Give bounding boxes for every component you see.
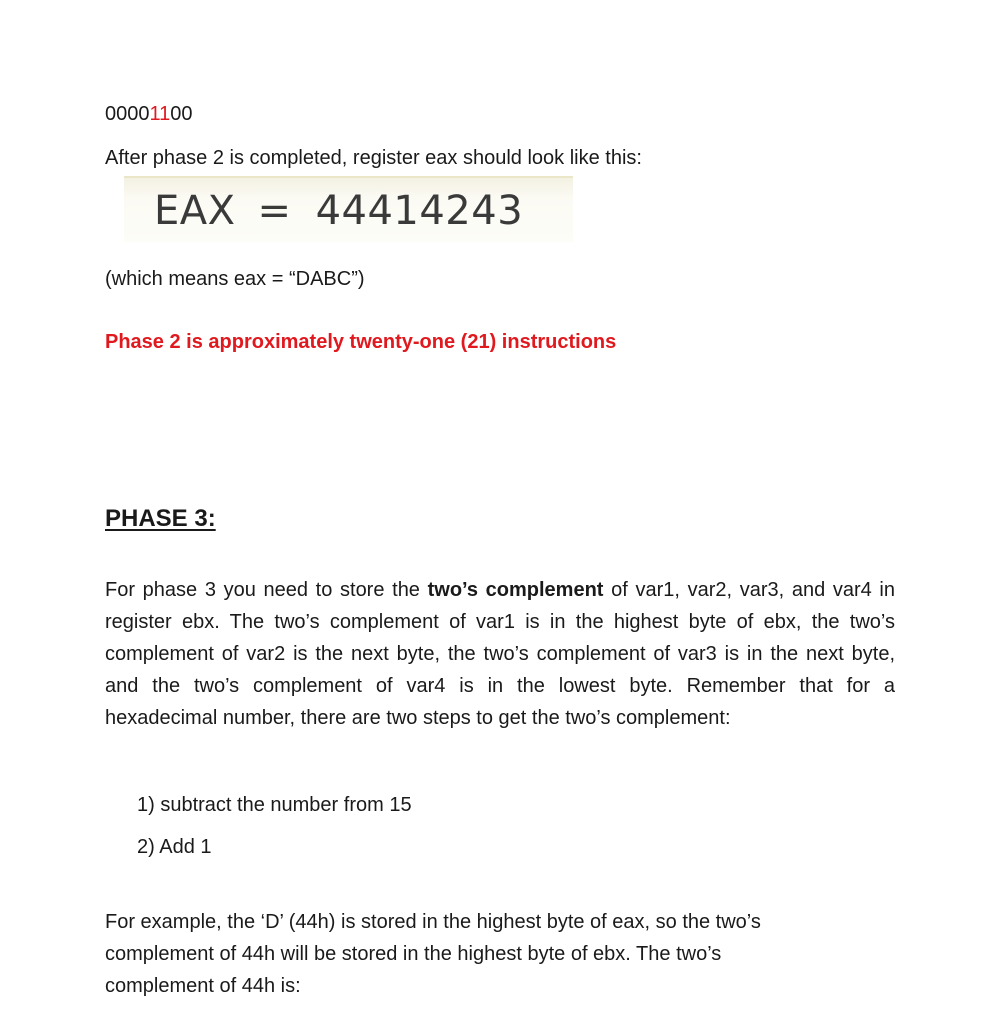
eax-equals: = — [257, 188, 292, 234]
after-phase2-text: After phase 2 is completed, register eax should look like this: — [105, 147, 642, 169]
list-item: 2) Add 1 — [137, 836, 212, 858]
phase3-para-bold: two’s complement — [427, 579, 604, 601]
eax-register-image — [124, 176, 573, 242]
phase3-paragraph — [105, 574, 895, 734]
eax-label: EAX — [154, 188, 236, 234]
phase3-heading: PHASE 3: — [105, 505, 216, 532]
binary-part-3: 00 — [170, 103, 193, 125]
phase3-para-rest: of var1, var2, var3, and var4 in register ebx. The two’s complement of var1 is in the highest byte of ebx, the two’s complement of var2 is the next byte, the two’s complement of var3 is in the next byte, and the two’s complement of var4 is in the lowest byte. Remember that for a hexadecimal number, there are two steps to get the two’s complement: — [105, 579, 895, 729]
binary-value — [105, 102, 193, 126]
example-paragraph: For example, the ‘D’ (44h) is stored in the highest byte of eax, so the two’s complement of 44h will be stored in the highest byte of ebx. The two’s complement of 44h is: — [105, 911, 761, 997]
which-means-text: (which means eax = “DABC”) — [105, 268, 365, 290]
eax-value: 44414243 — [315, 188, 524, 234]
binary-part-1: 0000 — [105, 103, 150, 125]
eax-display — [154, 188, 523, 234]
list-item: 1) subtract the number from 15 — [137, 794, 412, 816]
phase3-para-start: For phase 3 you need to store the — [105, 579, 428, 601]
binary-highlight: 11 — [149, 103, 171, 125]
phase2-note: Phase 2 is approximately twenty-one (21) instructions — [105, 331, 617, 353]
